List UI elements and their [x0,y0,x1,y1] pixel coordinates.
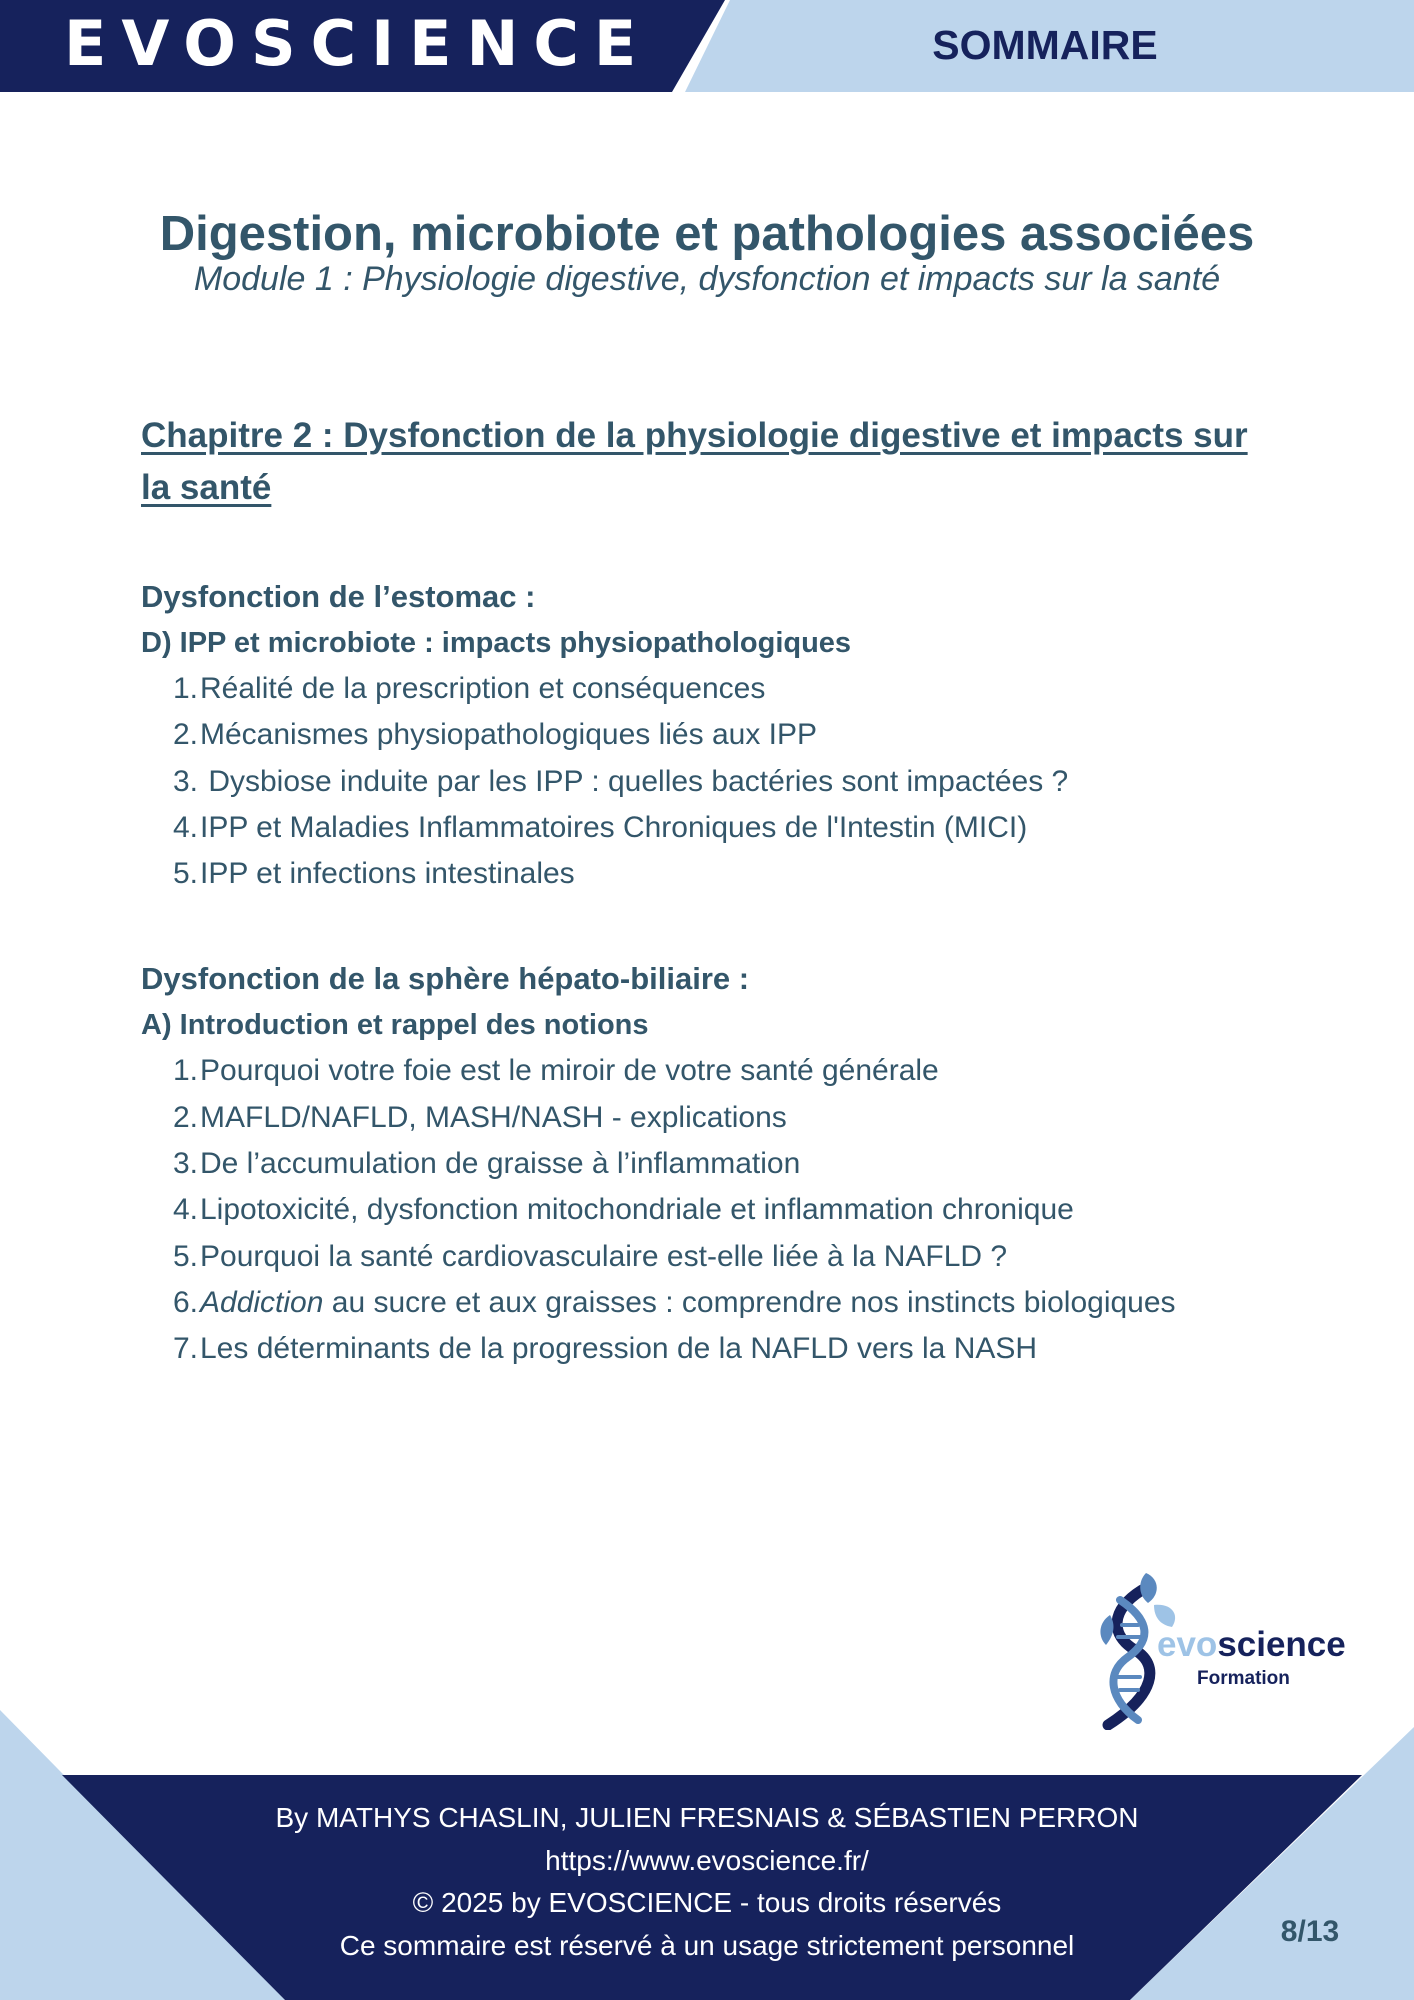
footer-url[interactable]: https://www.evoscience.fr/ [545,1844,869,1876]
item-number: 1. [172,1054,198,1088]
list-item [141,1326,1281,1372]
list-item [141,1141,1281,1187]
item-number: 5. [172,1239,198,1273]
item-text-rest: au sucre et aux graisses : comprendre nos instincts biologiques [323,1285,1176,1319]
logo-tagline: Formation [1197,1668,1290,1689]
list-item [141,1187,1281,1233]
item-number: 1. [172,672,198,705]
footer-authors: By MATHYS CHASLIN, JULIEN FRESNAIS & SÉBASTIEN PERRON [275,1802,1139,1833]
item-text: Pourquoi la santé cardiovasculaire est-elle liée à la NAFLD ? [200,1239,1008,1273]
logo-wordmark [1157,1625,1346,1665]
footer-text [0,1797,1414,1967]
topic-list [141,1048,1281,1372]
brand-name: EVOSCIENCE [64,7,652,80]
list-item [141,759,1281,805]
footer-copyright: © 2025 by EVOSCIENCE - tous droits réservés [412,1887,1002,1918]
item-number: 6. [172,1285,198,1319]
item-text: IPP et infections intestinales [200,857,575,891]
item-text: IPP et Maladies Inflammatoires Chroniques de l'Intestin (MICI) [200,810,1028,844]
page-number: 8/13 [1280,1915,1340,1948]
section-subtitle: D) IPP et microbiote : impacts physiopathologiques [141,627,852,659]
item-emphasis: Addiction [200,1285,324,1319]
list-item [141,1095,1281,1141]
logo-word-dark: science [1217,1625,1346,1664]
item-number: 7. [172,1332,198,1366]
item-number: 3. [172,1147,198,1181]
item-text: Réalité de la prescription et conséquences [200,672,766,705]
item-number: 2. [172,718,198,752]
section-label: SOMMAIRE [932,22,1158,68]
section-subtitle: A) Introduction et rappel des notions [141,1009,649,1042]
item-text: De l’accumulation de graisse à l’inflammation [200,1147,801,1181]
section-title: Dysfonction de la sphère hépato-biliaire : [141,961,750,997]
item-text: MAFLD/NAFLD, MASH/NASH - explications [200,1100,787,1134]
item-text [200,1280,1281,1326]
section-stomach [141,573,1281,897]
item-number: 4. [172,1193,198,1227]
footer-notice: Ce sommaire est réservé à un usage strictement personnel [339,1929,1075,1961]
item-text: Mécanismes physiopathologiques liés aux IPP [200,718,818,752]
item-text: Lipotoxicité, dysfonction mitochondriale et inflammation chronique [200,1193,1074,1227]
list-item [141,1280,1281,1326]
logo-word-light: evo [1157,1625,1218,1664]
list-item [141,851,1281,897]
page-title: Digestion, microbiote et pathologies associées [159,207,1255,261]
section-title: Dysfonction de l’estomac : [141,579,536,614]
list-item [141,712,1281,758]
item-text: Les déterminants de la progression de la NAFLD vers la NASH [200,1332,1038,1366]
list-item [141,1048,1281,1094]
item-number: 2. [172,1100,198,1134]
item-text: Pourquoi votre foie est le miroir de votre santé générale [200,1054,939,1088]
list-item [141,666,1281,712]
item-number: 4. [172,810,198,844]
page-subtitle: Module 1 : Physiologie digestive, dysfonction et impacts sur la santé [193,260,1221,298]
chapter-heading: Chapitre 2 : Dysfonction de la physiologie digestive et impacts sur la santé [141,416,1248,507]
topic-list [141,666,1281,897]
item-number: 3. [172,764,198,798]
section-liver [141,955,1281,1372]
table-of-contents [141,410,1281,1373]
list-item [141,805,1281,851]
item-number: 5. [172,857,198,891]
list-item [141,1234,1281,1280]
item-text: Dysbiose induite par les IPP : quelles bactéries sont impactées ? [200,764,1069,798]
